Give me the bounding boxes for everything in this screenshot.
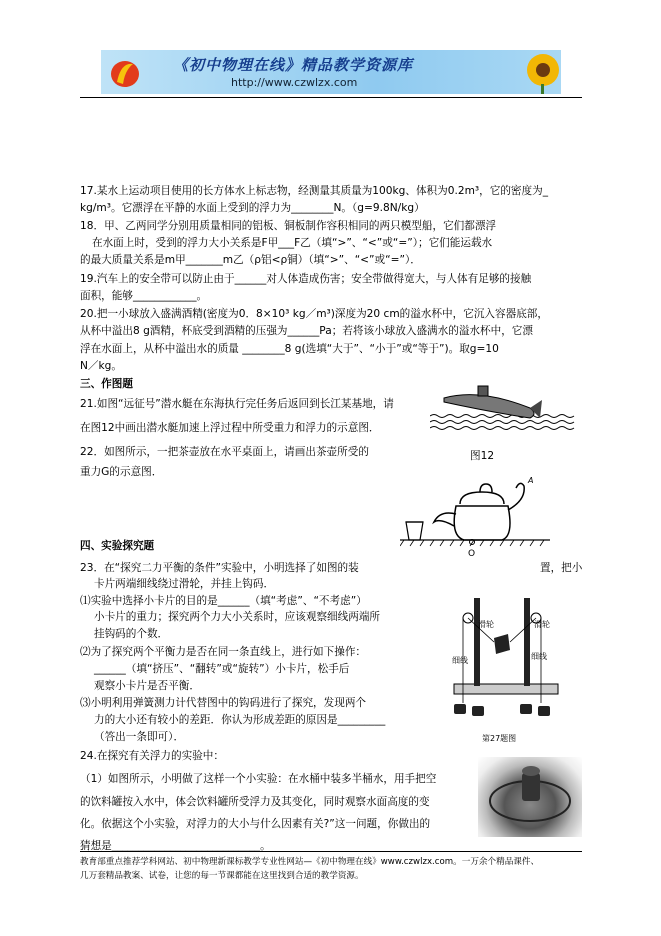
q18-line2: 在水面上时，受到的浮力大小关系是F甲___F乙（填“>”、“<”或“=”）；它们能运载水 [92, 237, 493, 249]
logo-icon [107, 56, 147, 90]
q24-line4: 化。依据这个小实验，对浮力的大小与什么因素有关?”这一问题，你做出的 [80, 818, 431, 830]
q23-part1-line3: 挂钩码的个数． [94, 628, 169, 640]
q24-line3: 的饮料罐按入水中，体会饮料罐所受浮力及其变化，同时观察水面高度的变 [80, 796, 430, 808]
q20-line2: 从杯中溢出8 g酒精，杯底受到酒精的压强为______Pa；若将该小球放入盛满水的溢水杯中，它漂 [80, 325, 533, 337]
q20-line1: 20.把一小球放入盛满酒精(密度为0．8×10³ kg／m³)深度为20 cm的溢水杯中，它沉入容器底部， [80, 308, 548, 320]
base-board [454, 684, 558, 694]
banner-url[interactable]: http://www.czwlzx.com [231, 76, 358, 89]
right-pole [524, 598, 530, 686]
q23-line2: 卡片两端细线绕过滑轮，并挂上钩码． [94, 578, 275, 590]
q22-line2: 重力G的示意图． [80, 466, 163, 478]
q24-line2: （1）如图所示，小明做了这样一个小实验：在水桶中装多半桶水，用手把空 [80, 773, 437, 785]
header-banner [101, 50, 561, 94]
section-drawing-title: 三、作图题 [80, 378, 133, 390]
q21-line2: 在图12中画出潜水艇加速上浮过程中所受重力和浮力的示意图． [80, 422, 380, 434]
q23-line1: 23．在“探究二力平衡的条件”实验中，小明选择了如图的装 [80, 562, 359, 574]
footer-rule [80, 851, 582, 852]
figure-12-label: 图12 [470, 450, 495, 462]
footer-line2: 几万套精品教案、试卷，让您的每一节课都能在这里找到合适的教学资源。 [80, 871, 364, 881]
figure-27-label: 第27题图 [482, 734, 517, 743]
banner-title: 《初中物理在线》精品教学资源库 [173, 56, 414, 74]
section-experiment-title: 四、实验探究题 [80, 540, 155, 552]
bucket-photo [478, 757, 582, 837]
q23-part3-line3: （答出一条即可）． [94, 731, 185, 743]
q23-part3-line1: ⑶小明利用弹簧测力计代替图中的钩码进行了探究，发现两个 [80, 697, 367, 709]
string-right-label: 细线 [531, 652, 547, 661]
q17-line1: 17.某水上运动项目使用的长方体水上标志物，经测量其质量为100kg、体积为0.2m³，它的密度为_ [80, 185, 549, 197]
q19-line2: 面积，能够____________。 [80, 290, 208, 302]
string-left-label: 细线 [452, 656, 468, 665]
pulley-right-label: 滑轮 [534, 620, 550, 629]
q23-part2-line1: ⑵为了探究两个平衡力是否在同一条直线上，进行如下操作： [80, 646, 367, 658]
q23-part1-line2: 小卡片的重力；探究两个力大小关系时，应该观察细线两端所 [94, 611, 381, 623]
q18-line3: 的最大质量关系是m甲_______m乙（ρ铝<ρ铜）（填“>”、“<”或“=”）． [80, 254, 421, 266]
q18-line1: 18．甲、乙两同学分别用质量相同的铝板、铜板制作容积相同的两只模型船，它们都漂浮 [80, 220, 497, 232]
point-a-label: A [528, 476, 534, 485]
header-rule [80, 97, 582, 98]
q22-line1: 22．如图所示，一把茶壶放在水平桌面上，请画出茶壶所受的 [80, 446, 369, 458]
teapot-icon [434, 483, 524, 540]
card-icon [494, 634, 510, 654]
sunflower-icon [521, 50, 561, 94]
q23-part1-line1: ⑴实验中选择小卡片的目的是______（填“考虑”、“不考虑”） [80, 595, 367, 607]
weights-icon [454, 704, 550, 716]
q19-line1: 19.汽车上的安全带可以防止由于______对人体造成伤害；安全带做得宽大，与人体有足够的接触 [80, 273, 532, 285]
left-pole [474, 598, 480, 686]
q23-part2-line2: ______（填“挤压”、“翻转”或“旋转”）小卡片，松手后 [94, 663, 350, 675]
q23-part3-line2: 力的大小还有较小的差距．你认为形成差距的原因是_________ [94, 714, 386, 726]
q20-line3: 浮在水面上，从杯中溢出水的质量 ________8 g(选填“大于”、“小于”或“等于”)。取g=10 [80, 343, 499, 355]
q23-part2-line3: 观察小卡片是否平衡． [94, 680, 200, 692]
bucket-icon [478, 757, 582, 837]
q23-line1-end: 置，把小 [540, 562, 583, 574]
pulley-left-label: 滑轮 [478, 620, 494, 629]
q24-line5: 猜想是____________________________。 [80, 840, 271, 852]
q24-line1: 24.在探究有关浮力的实验中： [80, 750, 224, 762]
q20-line4: N／kg。 [80, 360, 122, 372]
footer-line1: 教育部重点推荐学科网站、初中物理新课标教学专业性网站—《初中物理在线》www.czwlzx.com。一万余个精品课件、 [80, 857, 540, 867]
q21-line1: 21.如图“远征号”潜水艇在东海执行完任务后返回到长江某基地，请 [80, 398, 394, 410]
submarine-figure [430, 378, 580, 440]
q17-line2: kg/m³。它漂浮在平静的水面上受到的浮力为________N。（g=9.8N/kg） [80, 202, 425, 214]
submarine-icon [444, 386, 542, 418]
point-o-label: O [468, 549, 476, 559]
cup-icon [406, 522, 423, 540]
